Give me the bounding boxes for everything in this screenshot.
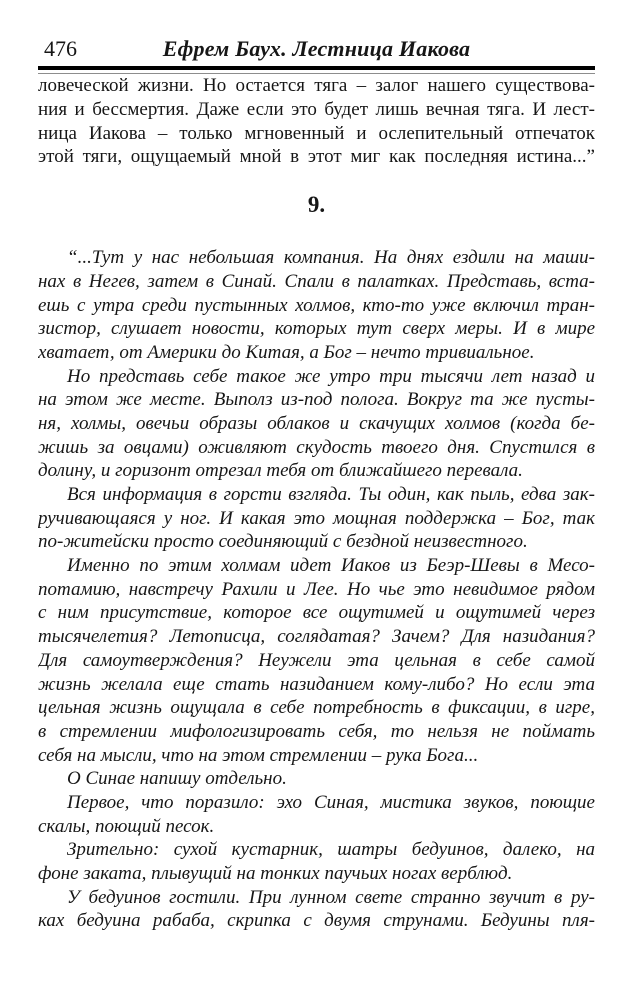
text-line: О Синае напишу отдельно. <box>67 768 287 790</box>
continuation-paragraph <box>38 74 595 169</box>
paragraph <box>38 838 595 885</box>
text-line: фоне заката, плывущий на тонких паучьих ногах верблюд. <box>38 863 513 885</box>
paragraph <box>38 767 595 791</box>
header-rule-thick <box>38 66 595 70</box>
text-line: Но представь себе такое же утро три тысячи лет назад и <box>67 365 595 387</box>
text-line: зистор, слушает новости, которых тут сверх меры. И в мире <box>38 318 595 340</box>
text-line: долину, и горизонт отрезал тебя от ближайшего перевала. <box>38 460 523 482</box>
paragraph <box>38 791 595 838</box>
running-title: Ефрем Баух. Лестница Иакова <box>162 36 471 61</box>
letter-text <box>38 246 595 933</box>
text-line: Зрительно: сухой кустарник, шатры бедуинов, далеко, на <box>67 839 595 861</box>
paragraph <box>38 483 595 554</box>
text-line: потамию, навстречу Рахили и Лее. Но чье это невидимое рядом <box>38 578 595 600</box>
page-number: 476 <box>44 36 77 61</box>
paragraph <box>38 886 595 933</box>
text-line: скалы, поющий песок. <box>38 815 215 837</box>
section-heading: 9. <box>307 192 326 218</box>
text-line: Для самоутверждения? Неужели эта цельная в себе самой <box>38 649 595 671</box>
text-line: ешь с утра среди пустынных холмов, кто-то уже включил тран- <box>38 294 595 316</box>
text-line: в стремлении мифологизировать себя, то нельзя не поймать <box>38 720 595 742</box>
text-line: на этом же месте. Выполз из-под полога. Вокруг та же пусты- <box>38 389 595 411</box>
text-line: тысячелетия? Летописца, соглядатая? Зачем? Для назидания? <box>38 626 595 648</box>
text-line: ния и бессмертия. Даже если это будет лишь вечная тяга. И лест- <box>38 99 595 121</box>
text-line: с ним присутствие, которое все ощутимей и ощутимей через <box>38 602 595 624</box>
text-line: ня, холмы, овечьи образы облаков и скачущих холмов (когда бе- <box>38 412 595 434</box>
text-line: ловеческой жизни. Но остается тяга – залог нашего существова- <box>38 75 595 97</box>
running-head <box>38 36 595 62</box>
text-line: этой тяги, ощущаемый мной в этот миг как последняя истина...” <box>38 146 595 168</box>
text-line: Первое, что поразило: эхо Синая, мистика звуков, поющие <box>67 791 595 813</box>
paragraph <box>38 246 595 364</box>
paragraph <box>38 554 595 767</box>
text-line: ручивающаяся у ног. И какая это мощная поддержка – Бог, так <box>38 507 595 529</box>
text-line: хватает, от Америки до Китая, а Бог – нечто тривиальное. <box>38 341 535 363</box>
paragraph <box>38 365 595 483</box>
text-line: Именно по этим холмам идет Иаков из Беэр-Шевы в Месо- <box>67 555 595 577</box>
text-line: себя на мысли, что на этом стремлении – рука Бога... <box>38 744 479 766</box>
text-line: нах в Негев, затем в Синай. Спали в палатках. Представь, вста- <box>38 270 595 292</box>
text-line: У бедуинов гостили. При лунном свете странно звучит в ру- <box>67 886 595 908</box>
text-line: “...Тут у нас небольшая компания. На днях ездили на маши- <box>67 247 595 269</box>
text-line: ница Иакова – только мгновенный и ослепительный отпечаток <box>38 122 595 144</box>
text-line: Вся информация в горсти взгляда. Ты один, как пыль, едва зак- <box>67 484 595 506</box>
text-line: по-житейски просто соединяющий с бездной неизвестного. <box>38 531 528 553</box>
text-line: цельная жизнь ощущала в себе потребность в фиксации, в игре, <box>38 697 595 719</box>
text-line: жизнь желала еще стать назиданием кому-либо? Но если эта <box>38 673 595 695</box>
text-line: ках бедуина рабаба, скрипка с двумя струнами. Бедуины пля- <box>38 910 595 932</box>
text-line: жишь за овцами) оживляют скудость твоего дня. Спустился в <box>38 436 595 458</box>
